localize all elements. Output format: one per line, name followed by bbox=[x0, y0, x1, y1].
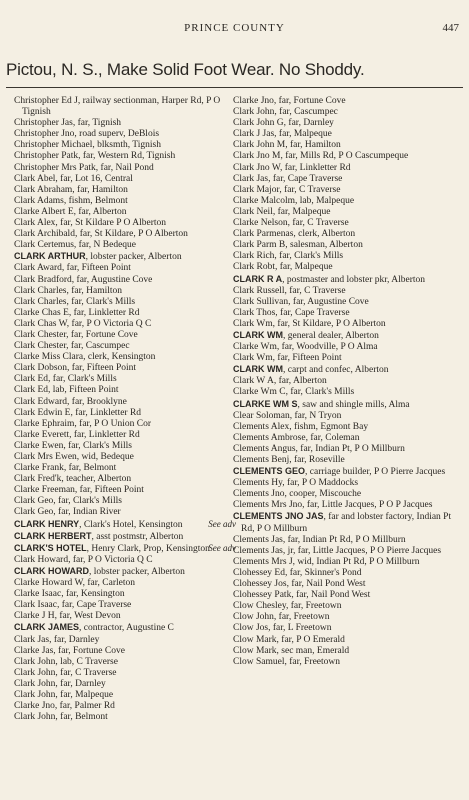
entry-text: Clarke Everett, far, Linkletter Rd bbox=[14, 429, 140, 440]
directory-entry bbox=[233, 196, 455, 207]
entry-text: Clark Mrs Ewen, wid, Bedeque bbox=[14, 452, 134, 462]
directory-entry bbox=[233, 274, 455, 286]
entry-text: Clark Jas, far, Cape Traverse bbox=[233, 173, 343, 184]
directory-entry bbox=[14, 452, 236, 463]
directory-entry bbox=[14, 185, 236, 196]
entry-text: Clark Major, far, C Traverse bbox=[233, 184, 341, 195]
directory-entry bbox=[233, 174, 455, 185]
entry-text: Clarke J H, far, West Devon bbox=[14, 611, 121, 622]
directory-entry bbox=[233, 387, 455, 398]
directory-entry bbox=[14, 646, 236, 657]
entry-text: Clements Benj, far, Roseville bbox=[233, 455, 345, 465]
entry-text: Clarke Isaac, far, Kensington bbox=[14, 589, 125, 600]
directory-entry bbox=[233, 107, 455, 118]
entry-text: Clark Russell, far, C Traverse bbox=[233, 285, 346, 296]
entry-text: Clark Dobson, far, Fifteen Point bbox=[14, 363, 137, 374]
directory-entry bbox=[14, 286, 236, 297]
directory-entry bbox=[14, 589, 236, 600]
directory-entry bbox=[233, 411, 455, 422]
entry-text: Clark John, far, Malpeque bbox=[14, 689, 114, 700]
entry-text: Christopher Mrs Patk, far, Nail Pond bbox=[14, 162, 154, 173]
directory-column-left bbox=[14, 96, 236, 723]
entry-text: Clark Charles, far, Hamilton bbox=[14, 285, 123, 296]
banner-divider bbox=[6, 87, 463, 88]
entry-text: Clark John M, far, Hamilton bbox=[233, 140, 341, 151]
entry-details: , general dealer, Alberton bbox=[283, 330, 379, 341]
entry-text: Clark Chester, far, Cascumpec bbox=[14, 341, 130, 352]
directory-entry bbox=[233, 207, 455, 218]
entry-text: Clohessey Ed, far, Skinner's Pond bbox=[233, 567, 362, 578]
entry-text: Clements Hy, far, P O Maddocks bbox=[233, 478, 359, 489]
entry-text: Clark Certemus, far, N Bedeque bbox=[14, 240, 137, 251]
entry-text: Clark Bradford, far, Augustine Cove bbox=[14, 274, 153, 285]
directory-entry bbox=[14, 308, 236, 319]
entry-text: Clements Jno, cooper, Miscouche bbox=[233, 489, 362, 500]
entry-text: Clark Robt, far, Malpeque bbox=[233, 262, 333, 273]
directory-entry bbox=[14, 251, 236, 263]
entry-text: Clements Angus, far, Indian Pt, P O Millburn bbox=[233, 443, 405, 454]
entry-text: Clow Mark, far, P O Emerald bbox=[233, 634, 345, 645]
entry-details: , saw and shingle mills, Alma bbox=[297, 399, 410, 410]
directory-entry bbox=[14, 218, 236, 229]
entry-text: Clarke Miss Clara, clerk, Kensington bbox=[14, 352, 156, 363]
entry-text: Clements Mrs Jno, far, Little Jacques, P O P Jacques bbox=[233, 500, 433, 511]
entry-text: Clark Geo, far, Clark's Mills bbox=[14, 496, 122, 507]
directory-entry bbox=[233, 163, 455, 174]
entry-text: Clements Jas, jr, far, Little Jacques, P O Pierre Jacques bbox=[233, 545, 442, 556]
directory-entry bbox=[14, 566, 236, 578]
directory-entry bbox=[233, 568, 455, 579]
entry-text: Clark Alex, far, St Kildare P O Alberton bbox=[14, 218, 167, 229]
running-head: PRINCE COUNTY bbox=[184, 22, 285, 34]
entry-text: Clarke Frank, far, Belmont bbox=[14, 463, 117, 474]
entry-text: Clarke Freeman, far, Fifteen Point bbox=[14, 485, 144, 496]
directory-entry bbox=[14, 163, 236, 174]
directory-entry bbox=[233, 342, 455, 353]
directory-entry bbox=[233, 308, 455, 319]
directory-entry bbox=[14, 341, 236, 352]
entry-text: Clark Wm, far, Fifteen Point bbox=[233, 353, 342, 364]
directory-entry bbox=[14, 657, 236, 668]
entry-details: , lobster packer, Alberton bbox=[85, 252, 182, 263]
entry-text: Clark Edward, far, Brooklyne bbox=[14, 396, 127, 407]
entry-text: Clark Ed, lab, Fifteen Point bbox=[14, 385, 119, 396]
entry-text: Clements Ambrose, far, Coleman bbox=[233, 432, 360, 443]
directory-entry bbox=[233, 297, 455, 308]
entry-text: Clarke Albert E, far, Alberton bbox=[14, 206, 127, 217]
entry-text: Christopher Patk, far, Western Rd, Tignish bbox=[14, 151, 176, 162]
entry-text: Christopher Jas, far, Tignish bbox=[14, 118, 122, 129]
advertisement-banner: Pictou, N. S., Make Solid Foot Wear. No Shoddy. bbox=[6, 60, 365, 79]
directory-entry bbox=[233, 500, 455, 511]
directory-entry bbox=[233, 433, 455, 444]
directory-entry bbox=[14, 363, 236, 374]
directory-entry bbox=[14, 712, 236, 723]
directory-entry bbox=[233, 511, 455, 534]
directory-entry bbox=[233, 478, 455, 489]
directory-entry bbox=[233, 376, 455, 387]
entry-text: Clark Parm B, salesman, Alberton bbox=[233, 240, 363, 251]
directory-entry bbox=[233, 646, 455, 657]
directory-entry bbox=[14, 555, 236, 566]
directory-entry bbox=[233, 623, 455, 634]
directory-entry bbox=[233, 455, 455, 466]
page-number: 447 bbox=[442, 22, 459, 34]
entry-text: Clow Jos, far, L Freetown bbox=[233, 623, 332, 634]
entry-details: , contractor, Augustine C bbox=[79, 623, 174, 634]
directory-entry bbox=[14, 408, 236, 419]
directory-entry bbox=[14, 543, 236, 555]
directory-entry bbox=[14, 507, 236, 518]
entry-text: Clohessey Jos, far, Nail Pond West bbox=[233, 579, 366, 590]
directory-entry bbox=[14, 430, 236, 441]
see-adv-note: See adv bbox=[208, 542, 236, 553]
entry-text: Clark Rich, far, Clark's Mills bbox=[233, 251, 344, 262]
directory-entry bbox=[14, 701, 236, 712]
directory-entry bbox=[233, 319, 455, 330]
entry-text: Clark W A, far, Alberton bbox=[233, 376, 327, 387]
entry-text: Clarke Wm C, far, Clark's Mills bbox=[233, 387, 355, 398]
entry-text: Christopher Jno, road superv, DeBlois bbox=[14, 129, 160, 140]
directory-entry bbox=[14, 578, 236, 589]
entry-text: Clark Award, far, Fifteen Point bbox=[14, 263, 131, 274]
entry-text: Clark Archibald, far, St Kildare, P O Alberton bbox=[14, 229, 188, 240]
entry-text: Clarke Ephraim, far, P O Union Cor bbox=[14, 418, 151, 429]
directory-entry bbox=[233, 229, 455, 240]
directory-entry bbox=[233, 240, 455, 251]
entry-text: Clarke Jno, far, Palmer Rd bbox=[14, 701, 115, 712]
directory-entry bbox=[14, 352, 236, 363]
directory-entry bbox=[233, 466, 455, 478]
entry-text: Clark Neil, far, Malpeque bbox=[233, 206, 331, 217]
entry-name-bold: CLARK HENRY bbox=[14, 518, 80, 529]
directory-entry bbox=[233, 489, 455, 500]
entry-name-bold: CLARK HOWARD bbox=[14, 565, 89, 576]
entry-text: Clark Fred'k, teacher, Alberton bbox=[14, 474, 132, 485]
entry-text: Christopher Michael, blksmth, Tignish bbox=[14, 140, 161, 151]
directory-entry bbox=[233, 612, 455, 623]
entry-details: , Clark's Hotel, Kensington bbox=[79, 519, 183, 530]
directory-entry bbox=[14, 485, 236, 496]
entry-text: Clark Sullivan, far, Augustine Cove bbox=[233, 296, 369, 307]
entry-text: Clear Soloman, far, N Tryon bbox=[233, 410, 342, 421]
entry-text: Clark Abel, far, Lot 16, Central bbox=[14, 173, 133, 184]
entry-text: Clements Jas, far, Indian Pt Rd, P O Millburn bbox=[233, 534, 406, 545]
directory-entry bbox=[233, 657, 455, 668]
entry-text: Clohessey Patk, far, Nail Pond West bbox=[233, 590, 371, 601]
entry-details: , lobster packer, Alberton bbox=[89, 566, 185, 577]
directory-entry bbox=[14, 207, 236, 218]
directory-entry bbox=[233, 251, 455, 262]
entry-text: Clements Alex, fishm, Egmont Bay bbox=[233, 421, 369, 432]
entry-text: Clark John, far, Cascumpec bbox=[233, 107, 338, 118]
directory-entry bbox=[233, 129, 455, 140]
entry-text: Clark Howard, far, P O Victoria Q C bbox=[14, 554, 153, 565]
directory-entry bbox=[14, 140, 236, 151]
entry-text: Clark Jno M, far, Mills Rd, P O Cascumpeque bbox=[233, 151, 409, 162]
page-header bbox=[0, 0, 469, 40]
directory-entry bbox=[233, 96, 455, 107]
entry-text: Clark Charles, far, Clark's Mills bbox=[14, 296, 136, 307]
entry-text: Clark Thos, far, Cape Traverse bbox=[233, 307, 350, 318]
entry-text: Clark John, far, Darnley bbox=[14, 678, 106, 689]
directory-entry bbox=[233, 635, 455, 646]
entry-name-bold: CLARK ARTHUR bbox=[14, 251, 86, 262]
entry-text: Clow Samuel, far, Freetown bbox=[233, 656, 341, 667]
entry-text: Clarke Wm, far, Woodville, P O Alma bbox=[233, 342, 378, 353]
directory-entry bbox=[14, 690, 236, 701]
entry-text: Clements Mrs J, wid, Indian Pt Rd, P O Millburn bbox=[233, 556, 420, 567]
directory-entry bbox=[14, 240, 236, 251]
entry-text: Clark Geo, far, Indian River bbox=[14, 507, 121, 518]
directory-entry bbox=[233, 579, 455, 590]
entry-text: Christopher Ed J, railway sectionman, Harper Rd, P O Tignish bbox=[14, 96, 221, 118]
directory-entry bbox=[14, 374, 236, 385]
see-adv-note: See adv bbox=[208, 518, 236, 529]
entry-name-bold: CLARKE WM S bbox=[233, 398, 298, 409]
entry-text: Clow Chesley, far, Freetown bbox=[233, 601, 342, 612]
entry-text: Clow John, far, Freetown bbox=[233, 612, 330, 623]
directory-entry bbox=[14, 419, 236, 430]
directory-entry bbox=[14, 319, 236, 330]
directory-entry bbox=[233, 118, 455, 129]
directory-entry bbox=[233, 557, 455, 568]
entry-name-bold: CLARK HERBERT bbox=[14, 530, 92, 541]
directory-entry bbox=[14, 600, 236, 611]
directory-entry bbox=[14, 263, 236, 274]
entry-text: Clow Mark, sec man, Emerald bbox=[233, 645, 350, 656]
entry-text: Clark John, far, C Traverse bbox=[14, 667, 117, 678]
directory-entry bbox=[14, 151, 236, 162]
directory-entry bbox=[14, 385, 236, 396]
directory-entry bbox=[233, 546, 455, 557]
directory-entry bbox=[14, 611, 236, 622]
directory-entry bbox=[14, 679, 236, 690]
directory-entry bbox=[14, 496, 236, 507]
directory-column-right bbox=[233, 96, 455, 668]
entry-text: Clark John, far, Belmont bbox=[14, 712, 108, 723]
entry-name-bold: CLEMENTS JNO JAS bbox=[233, 511, 324, 522]
directory-entry bbox=[233, 535, 455, 546]
directory-entry bbox=[14, 519, 236, 531]
entry-details: , Henry Clark, Prop, Kensington bbox=[86, 543, 210, 554]
directory-entry bbox=[233, 140, 455, 151]
entry-name-bold: CLARK WM bbox=[233, 329, 283, 340]
directory-entry bbox=[233, 399, 455, 411]
entry-text: Clark Chester, far, Fortune Cove bbox=[14, 329, 138, 340]
entry-details: , far and lobster factory, Indian Pt Rd, P O Millburn bbox=[241, 512, 452, 534]
directory-entry bbox=[14, 463, 236, 474]
entry-text: Clark Isaac, far, Cape Traverse bbox=[14, 600, 132, 611]
entry-text: Clark Edwin E, far, Linkletter Rd bbox=[14, 407, 142, 418]
entry-text: Clarke Jno, far, Fortune Cove bbox=[233, 96, 346, 106]
directory-entry bbox=[233, 286, 455, 297]
entry-name-bold: CLARK'S HOTEL bbox=[14, 542, 87, 553]
directory-entry bbox=[14, 196, 236, 207]
directory-entry bbox=[14, 330, 236, 341]
entry-text: Clark Chas W, far, P O Victoria Q C bbox=[14, 318, 152, 329]
directory-entry bbox=[14, 275, 236, 286]
directory-entry bbox=[233, 444, 455, 455]
entry-text: Clarke Malcolm, lab, Malpeque bbox=[233, 195, 355, 206]
directory-entry bbox=[233, 218, 455, 229]
directory-entry bbox=[233, 590, 455, 601]
entry-name-bold: CLARK WM bbox=[233, 364, 283, 375]
entry-text: Clark Adams, fishm, Belmont bbox=[14, 195, 128, 206]
entry-text: Clarke Howard W, far, Carleton bbox=[14, 578, 135, 589]
directory-entry bbox=[14, 397, 236, 408]
entry-text: Clark Abraham, far, Hamilton bbox=[14, 184, 128, 195]
entry-text: Clark Jno W, far, Linkletter Rd bbox=[233, 162, 351, 173]
directory-entry bbox=[14, 297, 236, 308]
directory-entry bbox=[233, 422, 455, 433]
directory-entry bbox=[14, 635, 236, 646]
directory-entry bbox=[14, 129, 236, 140]
entry-text: Clarke Chas E, far, Linkletter Rd bbox=[14, 307, 140, 318]
directory-entry bbox=[14, 531, 236, 543]
entry-name-bold: CLARK JAMES bbox=[14, 622, 80, 633]
directory-entry bbox=[14, 622, 236, 634]
directory-entry bbox=[14, 174, 236, 185]
directory-entry bbox=[233, 364, 455, 376]
directory-entry bbox=[233, 262, 455, 273]
entry-name-bold: CLEMENTS GEO bbox=[233, 466, 306, 477]
entry-text: Clark John G, far, Darnley bbox=[233, 118, 334, 129]
directory-entry bbox=[233, 353, 455, 364]
entry-text: Clarke Jas, far, Fortune Cove bbox=[14, 645, 125, 656]
entry-details: , carriage builder, P O Pierre Jacques bbox=[305, 467, 446, 478]
directory-entry bbox=[233, 330, 455, 342]
entry-text: Clark Ed, far, Clark's Mills bbox=[14, 374, 117, 385]
directory-entry bbox=[14, 118, 236, 129]
directory-entry bbox=[14, 96, 236, 118]
entry-details: , asst postmstr, Alberton bbox=[91, 531, 184, 542]
entry-text: Clarke Ewen, far, Clark's Mills bbox=[14, 440, 132, 451]
directory-entry bbox=[14, 474, 236, 485]
directory-entry bbox=[14, 441, 236, 452]
directory-entry bbox=[233, 151, 455, 162]
entry-text: Clarke Nelson, far, C Traverse bbox=[233, 218, 349, 229]
entry-text: Clark John, lab, C Traverse bbox=[14, 656, 118, 667]
directory-entry bbox=[14, 229, 236, 240]
entry-text: Clark Wm, far, St Kildare, P O Alberton bbox=[233, 318, 386, 329]
entry-details: , postmaster and lobster pkr, Alberton bbox=[282, 274, 426, 285]
entry-text: Clark J Jas, far, Malpeque bbox=[233, 129, 332, 140]
directory-entry bbox=[233, 601, 455, 612]
directory-entry bbox=[14, 668, 236, 679]
entry-name-bold: CLARK R A bbox=[233, 273, 283, 284]
entry-text: Clark Parmenas, clerk, Alberton bbox=[233, 229, 356, 240]
directory-entry bbox=[233, 185, 455, 196]
entry-text: Clark Jas, far, Darnley bbox=[14, 634, 100, 645]
entry-details: , carpt and confec, Alberton bbox=[283, 365, 389, 376]
